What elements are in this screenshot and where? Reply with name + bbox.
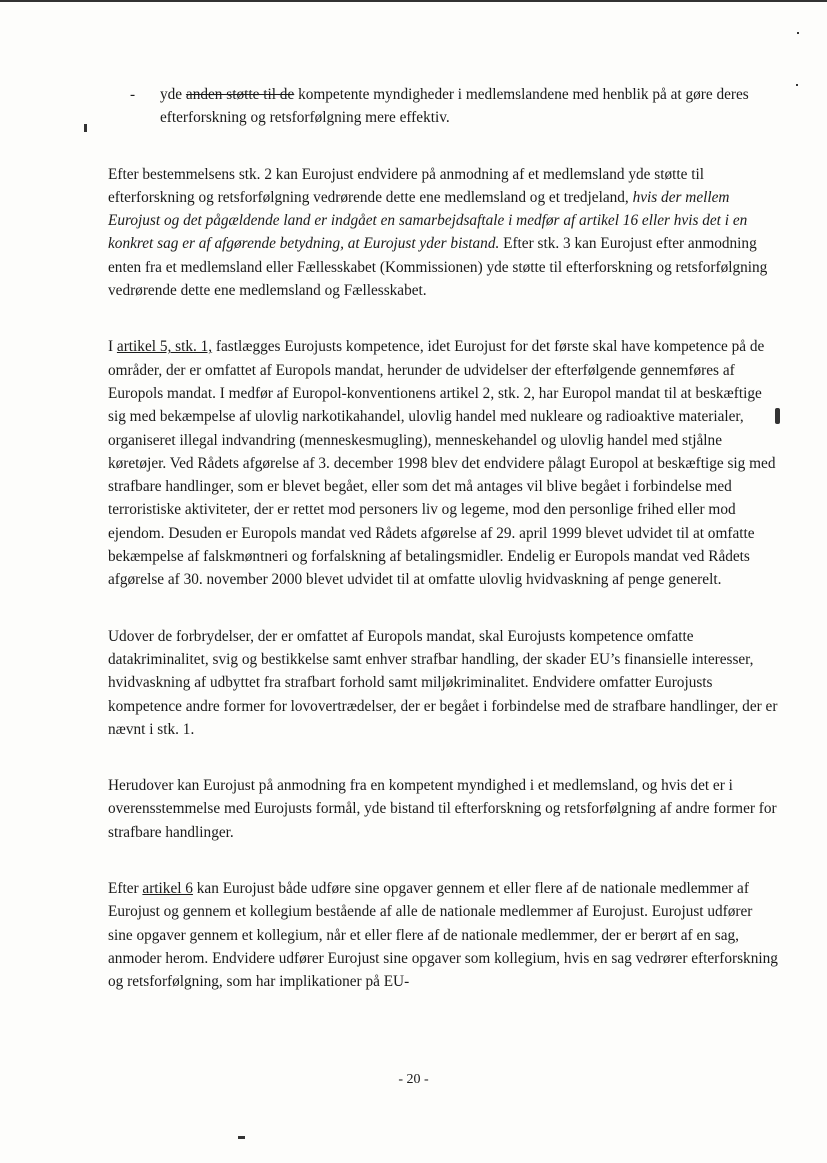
bullet-text: yde anden støtte til de kompetente myndigheder i medlemslandene med henblik på at gøre deres efterforskning og retsforfølgning mere effektiv.: [160, 86, 749, 127]
top-scan-edge: [0, 0, 827, 2]
scan-mark: [238, 1136, 245, 1139]
italic-text: hvis der mellem Eurojust og det pågældende land er indgået en samarbejdsaftale i medfør af artikel 16 eller hvis det i en konkret sag er af afgørende betydning, at Eurojust yder bistand.: [108, 188, 748, 253]
document-body: [108, 83, 780, 1027]
page-number: - 20 -: [398, 1072, 429, 1087]
paragraph-4: Herudover kan Eurojust på anmodning fra en kompetent myndighed i et medlemsland, og hvis det er i overensstemmelse med Eurojusts formål, yde bistand til efterforskning og retsforfølgning af andre former for strafbare handlinger.: [108, 777, 777, 841]
article-5-reference: artikel 5, stk. 1,: [116, 338, 213, 356]
scan-mark: [84, 124, 87, 132]
paragraph-5: Efter artikel 6 kan Eurojust både udføre sine opgaver gennem et eller flere af de nationale medlemmer af Eurojust og gennem et kollegium bestående af alle de nationale medlemmer af Eurojust. Eurojust udfører sine opgaver gennem et kollegium, når et eller flere af de nationale medlemmer, der er berørt af en sag, anmoder herom. Endvidere udfører Eurojust sine opgaver som kollegium, hvis en sag vedrører efterforskning og retsforfølgning, som har implikationer på EU-: [108, 880, 778, 991]
scan-mark: [775, 408, 780, 424]
paragraph-3: Udover de forbrydelser, der er omfattet af Europols mandat, skal Eurojusts kompetence omfatte datakriminalitet, svig og bestikkelse samt enhver strafbar handling, der skader EU’s finansielle interesser, hvidvaskning af udbyttet fra strafbart forhold samt miljøkriminalitet. Endvidere omfatter Eurojusts kompetence andre former for lovovertrædelser, der er begået i forbindelse med de strafbare handlinger, der er nævnt i stk. 1.: [108, 627, 778, 738]
paragraph-1: Efter bestemmelsens stk. 2 kan Eurojust endvidere på anmodning af et medlemsland yde støtte til efterforskning og retsforfølgning vedrørende dette ene medlemsland og et tredjeland, hvis der mellem Eurojust og det pågældende land er indgået en samarbejdsaftale i medfør af artikel 16 eller hvis det i en konkret sag er af afgørende betydning, at Eurojust yder bistand. Efter stk. 3 kan Eurojust efter anmodning enten fra et medlemsland eller Fællesskabet (Kommissionen) yde støtte til efterforskning og retsforfølgning vedrørende dette ene medlemsland og Fællesskabet.: [108, 165, 768, 300]
bullet-dash: -: [130, 86, 136, 103]
bullet-item: [130, 83, 780, 130]
scan-mark: [796, 84, 798, 86]
scan-mark: [797, 32, 799, 34]
struck-text: anden støtte til de: [185, 86, 295, 103]
paragraph-2: I artikel 5, stk. 1, fastlægges Eurojusts kompetence, idet Eurojust for det første skal have kompetence på de områder, der er omfattet af Europols mandat, herunder de udvidelser der efterfølgende gennemføres af Europols mandat. I medfør af Europol-konventionens artikel 2, stk. 2, har Europol mandat til at beskæftige sig med bekæmpelse af ulovlig narkotikahandel, ulovlig handel med nukleare og radioaktive materialer, organiseret illegal indvandring (menneskesmugling), menneskehandel og ulovlig handel med stjålne køretøjer. Ved Rådets afgørelse af 3. december 1998 blev det endvidere pålagt Europol at beskæftige sig med strafbare handlinger, som er blevet begået, eller som det må antages vil blive begået i forbindelse med terroristiske aktiviteter, der er rettet mod personers liv og legeme, mod den personlige frihed eller mod ejendom. Desuden er Europols mandat ved Rådets afgørelse af 29. april 1999 blevet udvidet til at omfatte bekæmpelse af falskmøntneri og forfalskning af betalingsmidler. Endelig er Europols mandat ved Rådets afgørelse af 30. november 2000 blevet udvidet til at omfatte ulovlig hvidvaskning af penge generelt.: [108, 338, 776, 589]
article-6-reference: artikel 6: [142, 880, 193, 898]
